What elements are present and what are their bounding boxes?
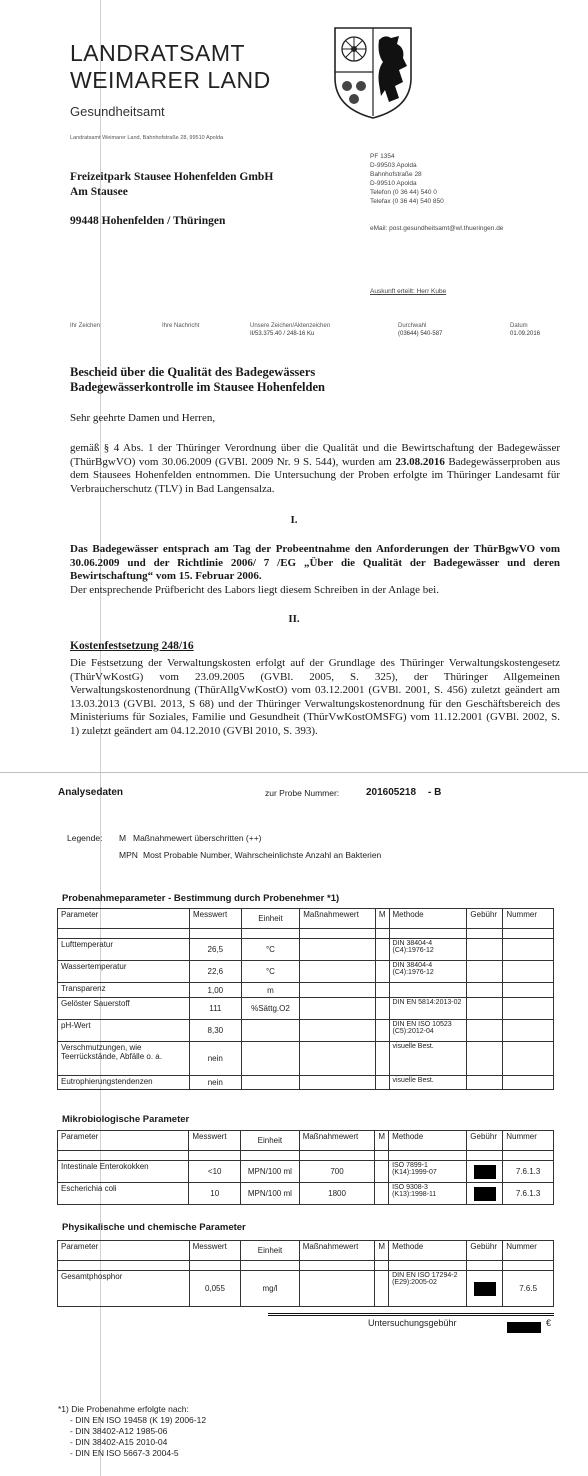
- fee-label: Untersuchungsgebühr: [368, 1318, 457, 1328]
- probe-suffix: - B: [428, 787, 442, 798]
- cell-method: ISO 9308-3 (K13):1998-11: [389, 1183, 467, 1205]
- ref-datum: [510, 322, 540, 338]
- header-nummer: Nummer: [503, 909, 554, 929]
- cell-param: Gelöster Sauerstoff: [58, 998, 190, 1020]
- cell-method: DIN EN ISO 17294-2 (E29):2005-02: [389, 1271, 467, 1307]
- ref-ihr-zeichen: Ihr Zeichen: [70, 323, 101, 329]
- header-methode: Methode: [389, 1241, 467, 1261]
- cell-method: DIN EN ISO 10523 (C5):2012-04: [389, 1020, 467, 1042]
- cell-method: DIN 38404-4 (C4):1976-12: [389, 939, 467, 961]
- cell-value: 0,055: [189, 1271, 241, 1307]
- cell-fee: [467, 1183, 503, 1205]
- contact-line: D-99510 Apolda: [370, 180, 417, 187]
- cell-fee: [467, 1161, 503, 1183]
- header-methode: Methode: [389, 909, 467, 929]
- contact-line: Bahnhofstraße 28: [370, 171, 422, 178]
- cell-unit: m: [241, 983, 300, 998]
- contact-line: Telefon (0 36 44) 540 0: [370, 189, 437, 196]
- cell-value: 22,6: [189, 961, 241, 983]
- ref-durchwahl-value: (03644) 540-587: [398, 331, 443, 337]
- table-row: [58, 1020, 554, 1042]
- header-gebuehr: Gebühr: [467, 909, 503, 929]
- table-row: [58, 1076, 554, 1090]
- header-m: M: [375, 1241, 389, 1261]
- header-messwert: Messwert: [189, 909, 241, 929]
- cell-unit: °C: [241, 961, 300, 983]
- cell-unit: °C: [241, 939, 300, 961]
- cell-param: Escherichia coli: [58, 1183, 189, 1205]
- table-row: [58, 1161, 554, 1183]
- ref-unsere-zeichen: [250, 322, 330, 338]
- footnote: [58, 1404, 206, 1459]
- footnote-item: - DIN EN ISO 5667-3 2004-5: [70, 1448, 179, 1458]
- redaction: [474, 1165, 496, 1179]
- ref-unsere-value: II/53.375.40 / 248-16 Ku: [250, 331, 315, 337]
- header-gebuehr: Gebühr: [467, 1241, 503, 1261]
- paragraph-sampling: [70, 442, 560, 496]
- cell-unit: [241, 1076, 300, 1090]
- header-gebuehr: Gebühr: [467, 1131, 503, 1151]
- header-massnahmewert: Maßnahmewert: [299, 1131, 375, 1151]
- paragraph-result: [70, 543, 560, 597]
- cell-param: Wassertemperatur: [58, 961, 190, 983]
- table-row: [58, 961, 554, 983]
- header-nummer: Nummer: [503, 1241, 554, 1261]
- header-massnahmewert: Maßnahmewert: [299, 1241, 375, 1261]
- cell-unit: MPN/100 ml: [241, 1183, 300, 1205]
- table-header-row: [58, 1131, 554, 1151]
- para1-text-a: gemäß § 4 Abs. 1 der Thüringer Verordnung über die Qualität und die Bewirtschaftung der Badegewässer (ThürBgwVO) vom 30.06.2009 (GVBl. 2009 Nr. 9 S. 544), wurden am: [70, 442, 560, 468]
- cell-param: Transparenz: [58, 983, 190, 998]
- cell-value: 111: [189, 998, 241, 1020]
- result-statement: Das Badegewässer entsprach am Tag der Probeentnahme den Anforderungen der ThürBgwVO vom 30.06.2009 und der Richtlinie 2006/ 7 /EG „Über die Qualität der Badegewässer und deren Bewirtschaftung“ vom 15. Februar 2006.: [70, 543, 560, 582]
- header-einheit: Einheit: [241, 1131, 300, 1151]
- ref-datum-label: Datum: [510, 323, 528, 329]
- cell-method: visuelle Best.: [389, 1076, 467, 1090]
- cell-method: visuelle Best.: [389, 1042, 467, 1076]
- cell-number: 7.6.1.3: [503, 1183, 554, 1205]
- cell-value: <10: [189, 1161, 241, 1183]
- section-numeral-2: II.: [288, 613, 300, 625]
- cell-limit: [299, 1271, 375, 1307]
- header-massnahmewert: Maßnahmewert: [300, 909, 376, 929]
- table-probenahme: [57, 908, 554, 1090]
- header-methode: Methode: [389, 1131, 467, 1151]
- table-row: [58, 983, 554, 998]
- analysis-title: Analysedaten: [58, 787, 124, 798]
- footnote-title: *1) Die Probenahme erfolgte nach:: [58, 1404, 189, 1414]
- department: Gesundheitsamt: [70, 104, 165, 119]
- legend-label: Legende:: [67, 833, 103, 843]
- section2-title: Mikrobiologische Parameter: [62, 1114, 190, 1125]
- cell-value: nein: [189, 1076, 241, 1090]
- header-parameter: Parameter: [58, 1241, 190, 1261]
- table-header-row: [58, 909, 554, 929]
- table-row: [58, 939, 554, 961]
- cell-number: 7.6.5: [503, 1271, 554, 1307]
- ref-durchwahl: [398, 322, 442, 338]
- contact-line: PF 1354: [370, 153, 395, 160]
- recipient-city: 99448 Hohenfelden / Thüringen: [70, 215, 226, 227]
- redaction: [474, 1187, 496, 1201]
- legend-mpn-key: MPN: [119, 850, 138, 860]
- legend-m-key: M: [119, 833, 127, 843]
- total-rule: [268, 1313, 554, 1316]
- table-row: [58, 1271, 554, 1307]
- ref-ihre-nachricht: Ihre Nachricht: [162, 323, 200, 329]
- coat-of-arms-icon: [333, 26, 413, 120]
- cell-limit: 1800: [299, 1183, 375, 1205]
- redaction: [474, 1282, 496, 1296]
- cell-limit: 700: [299, 1161, 375, 1183]
- cell-method: ISO 7899-1 (K14):1999-07: [389, 1161, 467, 1183]
- recipient-street: Am Stausee: [70, 186, 128, 198]
- cell-param: Intestinale Enterokokken: [58, 1161, 189, 1183]
- table-row: [58, 998, 554, 1020]
- fee-currency: €: [546, 1318, 552, 1328]
- cell-method: [389, 983, 467, 998]
- header-parameter: Parameter: [58, 909, 190, 929]
- org-name-line1: LANDRATSAMT: [70, 40, 246, 66]
- para1-text-b: Badegewässerproben aus dem Stausees Hohenfelden entnommen. Die Untersuchung der Proben erfolgte im Thüringer Landesamt für Verbraucherschutz (TLV) in Bad Langensalza.: [70, 455, 560, 495]
- fee-amount: [507, 1318, 541, 1336]
- section3-title: Physikalische und chemische Parameter: [62, 1222, 246, 1233]
- legend-mpn-text: Most Probable Number, Wahrscheinlichste Anzahl an Bakterien: [143, 850, 382, 860]
- ref-unsere-label: Unsere Zeichen/Aktenzeichen: [250, 323, 331, 329]
- sampling-date: 23.08.2016: [395, 455, 445, 468]
- legend-m-text: Maßnahmewert überschritten (++): [133, 833, 262, 843]
- header-parameter: Parameter: [58, 1131, 189, 1151]
- cell-param: Lufttemperatur: [58, 939, 190, 961]
- cell-fee: [467, 1271, 503, 1307]
- sender-line: Landratsamt Weimarer Land, Bahnhofstraße 28, 99510 Apolda: [70, 135, 224, 141]
- header-einheit: Einheit: [241, 909, 300, 929]
- cell-param: Gesamtphosphor: [58, 1271, 190, 1307]
- org-name-line2: WEIMARER LAND: [70, 67, 271, 93]
- subject-line1: Bescheid über die Qualität des Badegewässers: [70, 365, 316, 379]
- section-numeral-1: I.: [290, 514, 298, 526]
- redaction: [507, 1322, 541, 1333]
- probe-label: zur Probe Nummer:: [265, 788, 340, 798]
- table-row: [58, 1183, 554, 1205]
- header-m: M: [375, 1131, 389, 1151]
- table-mikrobiologie: [57, 1130, 554, 1205]
- probe-number: 201605218: [366, 787, 417, 798]
- recipient-name: Freizeitpark Stausee Hohenfelden GmbH: [70, 171, 274, 183]
- header-messwert: Messwert: [189, 1241, 241, 1261]
- footnote-item: - DIN EN ISO 19458 (K 19) 2006-12: [70, 1415, 207, 1425]
- recipient-address: [70, 170, 273, 229]
- contact-block: [370, 152, 444, 206]
- cell-unit: mg/l: [241, 1271, 299, 1307]
- cell-value: 1,00: [189, 983, 241, 998]
- footnote-item: - DIN 38402-A15 2010-04: [70, 1437, 168, 1447]
- page-divider: [0, 772, 588, 773]
- table-chemie: [57, 1240, 554, 1307]
- ref-datum-value: 01.09.2016: [510, 331, 541, 337]
- contact-line: D-99503 Apolda: [370, 162, 417, 169]
- cell-unit: [241, 1020, 300, 1042]
- cell-method: DIN 38404-4 (C4):1976-12: [389, 961, 467, 983]
- cell-unit: [241, 1042, 300, 1076]
- auskunft-line: Auskunft erteilt: Herr Kube: [370, 288, 447, 295]
- subject: [70, 365, 325, 395]
- cell-value: 10: [189, 1183, 241, 1205]
- cell-method: DIN EN 5814:2013-02: [389, 998, 467, 1020]
- footnote-item: - DIN 38402-A12 1985-06: [70, 1426, 168, 1436]
- cell-value: 26,5: [189, 939, 241, 961]
- table-row: [58, 1042, 554, 1076]
- cell-unit: MPN/100 ml: [241, 1161, 300, 1183]
- email-line: eMail: post.gesundheitsamt@wl.thueringen.de: [370, 225, 504, 232]
- section1-title: Probenahmeparameter - Bestimmung durch Probenehmer *1): [62, 893, 340, 904]
- header-messwert: Messwert: [189, 1131, 241, 1151]
- ref-durchwahl-label: Durchwahl: [398, 323, 427, 329]
- header-einheit: Einheit: [241, 1241, 299, 1261]
- cell-param: pH-Wert: [58, 1020, 190, 1042]
- paragraph-costs: Die Festsetzung der Verwaltungskosten erfolgt auf der Grundlage des Thüringer Verwaltungskostengesetz (ThürVwKostG) vom 23.09.2005 (GVBl. 2005, S. 325), der Thüringer Allgemeinen Verwaltungskostenordnung (ThürAllgVwKostO) vom 03.12.2001 (GVBl. 2001, S. 456) zuletzt geändert am 13.03.2013 (GVBl. 2013, S 68) und der Thüringer Verwaltungskostenordnung für den Geschäftsbereich des Ministeriums für Soziales, Familie und Gesundheit (ThürVwKostOMSFG) vom 11.12.2001 (GVBl. 2002, S. 1) zuletzt geändert am 04.12.2010 (GVBl 2010, S. 393).: [70, 657, 560, 737]
- cell-value: nein: [189, 1042, 241, 1076]
- cell-number: 7.6.1.3: [503, 1161, 554, 1183]
- salutation: Sehr geehrte Damen und Herren,: [70, 412, 216, 424]
- cell-param: Verschmutzungen, wie Teerrückstände, Abfälle o. a.: [58, 1042, 190, 1076]
- cell-param: Eutrophierungstendenzen: [58, 1076, 190, 1090]
- header-nummer: Nummer: [503, 1131, 554, 1151]
- header-m: M: [375, 909, 389, 929]
- cell-unit: %Sättg.O2: [241, 998, 300, 1020]
- kosten-heading: Kostenfestsetzung 248/16: [70, 640, 194, 652]
- contact-line: Telefax (0 36 44) 540 850: [370, 198, 444, 205]
- cell-value: 8,30: [189, 1020, 241, 1042]
- report-note: Der entsprechende Prüfbericht des Labors liegt diesem Schreiben in der Anlage bei.: [70, 583, 439, 596]
- subject-line2: Badegewässerkontrolle im Stausee Hohenfelden: [70, 380, 325, 394]
- table-header-row: [58, 1241, 554, 1261]
